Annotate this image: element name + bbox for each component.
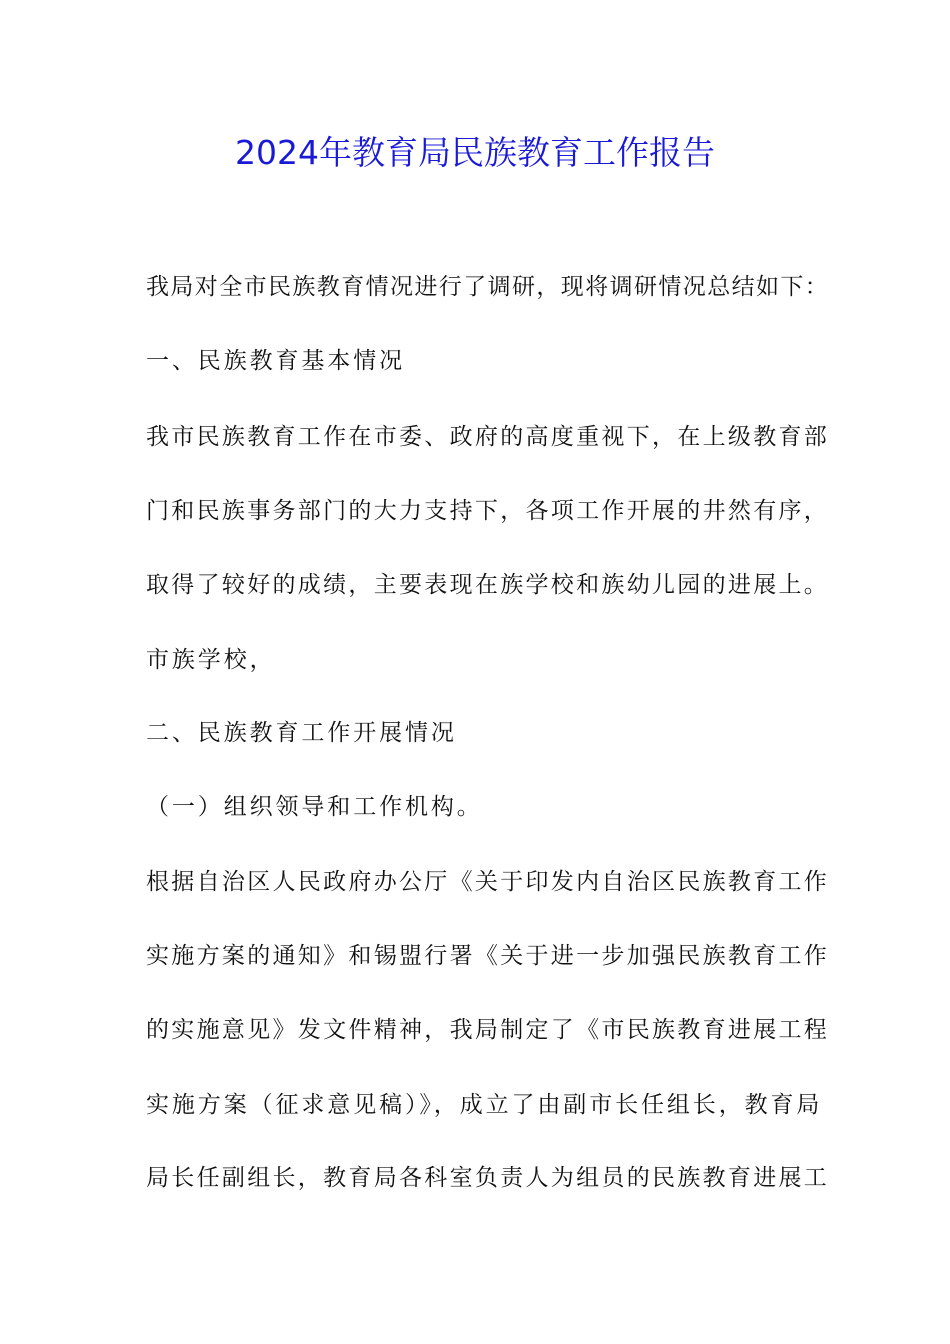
document-title: 2024年教育局民族教育工作报告: [235, 133, 715, 172]
paragraph-line: 门和民族事务部门的大力支持下，各项工作开展的井然有序，: [146, 498, 830, 524]
paragraph-line: 我局对全市民族教育情况进行了调研，现将调研情况总结如下：: [146, 274, 830, 300]
paragraph-line: 取得了较好的成绩，主要表现在族学校和族幼儿园的进展上。: [146, 572, 830, 598]
paragraph-line: 实施方案（征求意见稿）》，成立了由副市长任组长，教育局: [146, 1092, 823, 1118]
subsection-heading: （一）组织领导和工作机构。: [146, 794, 483, 820]
paragraph-line: 实施方案的通知》和锡盟行署《关于进一步加强民族教育工作: [146, 943, 830, 969]
section-heading: 一、民族教育基本情况: [146, 348, 405, 374]
paragraph-line: 的实施意见》发文件精神，我局制定了《市民族教育进展工程: [146, 1017, 830, 1043]
paragraph-line: 局长任副组长，教育局各科室负责人为组员的民族教育进展工: [146, 1165, 830, 1191]
paragraph-line: 市族学校，: [146, 647, 276, 673]
paragraph-line: 我市民族教育工作在市委、政府的高度重视下，在上级教育部: [146, 424, 830, 450]
section-heading: 二、民族教育工作开展情况: [146, 720, 457, 746]
paragraph-line: 根据自治区人民政府办公厅《关于印发内自治区民族教育工作: [146, 869, 830, 895]
